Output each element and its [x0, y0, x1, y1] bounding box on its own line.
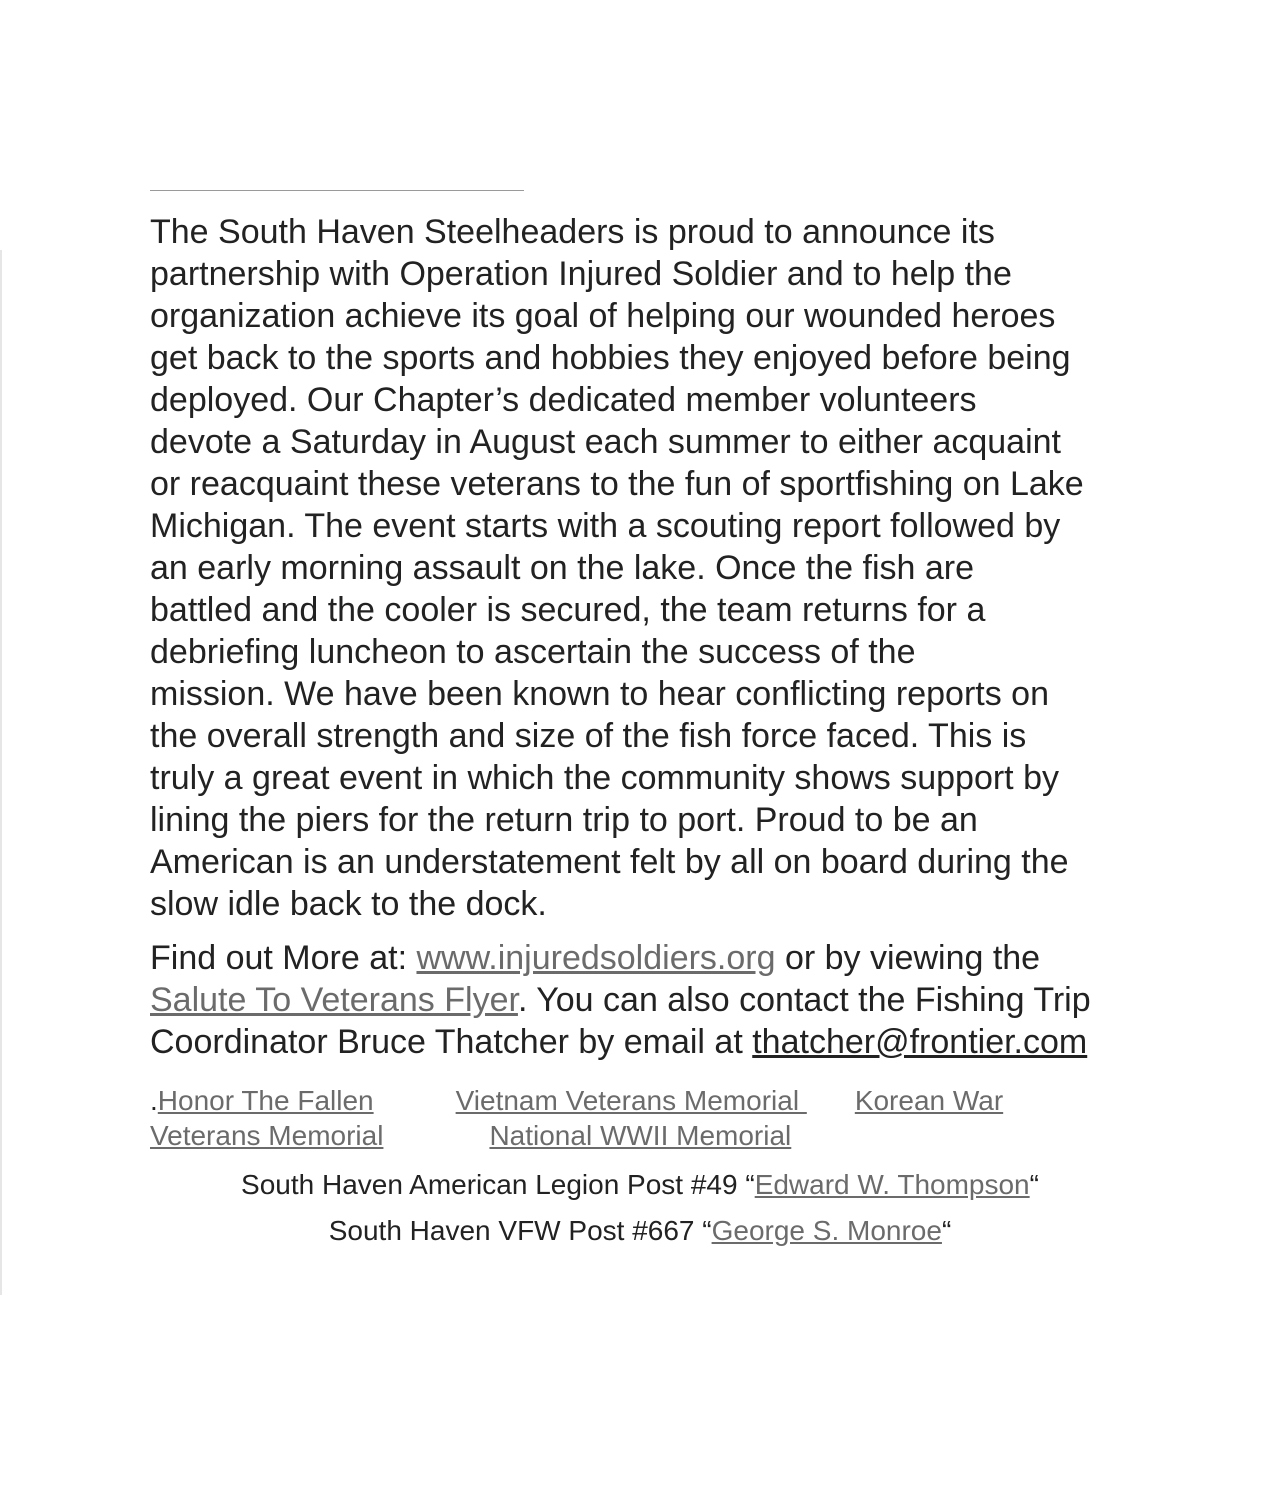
- injuredsoldiers-link[interactable]: www.injuredsoldiers.org: [416, 939, 776, 977]
- left-edge-line: [0, 250, 2, 1295]
- vfw-post-line: [150, 1213, 1130, 1248]
- vfw-suffix: “: [941, 1215, 952, 1246]
- legion-suffix: “: [1029, 1169, 1039, 1200]
- edward-thompson-link[interactable]: Edward W. Thompson: [754, 1169, 1030, 1200]
- memorial-links: [150, 1083, 1050, 1153]
- find-more-middle-2: . You can also contact the Fishing Trip Coordinator Bruce Thatcher by email at: [150, 981, 1091, 1061]
- vfw-prefix: South Haven VFW Post #667 “: [328, 1215, 712, 1246]
- email-link[interactable]: thatcher@frontier.com: [752, 1023, 1088, 1061]
- find-more-paragraph: [150, 937, 1140, 1063]
- wwii-memorial-link[interactable]: National WWII Memorial: [489, 1120, 792, 1151]
- george-monroe-link[interactable]: George S. Monroe: [711, 1215, 942, 1246]
- find-more-middle-1: or by viewing the: [775, 939, 1041, 977]
- honor-fallen-link[interactable]: Honor The Fallen: [157, 1085, 374, 1116]
- vietnam-memorial-link[interactable]: Vietnam Veterans Memorial: [455, 1085, 807, 1116]
- article-paragraph: The South Haven Steelheaders is proud to announce its partnership with Operation Injured Soldier and to help the organization achieve its goal of helping our wounded heroes get back to the sports and hobbies they enjoyed before being deployed. Our Chapter’s dedicated member volunteers devote a Saturday in August each summer to either acquaint or reacquaint these veterans to the fun of sportfishing on Lake Michigan. The event starts with a scouting report followed by an early morning assault on the lake. Once the fish are battled and the cooler is secured, the team returns for a debriefing luncheon to ascertain the success of the mission. We have been known to hear conflicting reports on the overall strength and size of the fish force faced. This is truly a great event in which the community shows support by lining the piers for the return trip to port. Proud to be an American is an understatement felt by all on board during the slow idle back to the dock.: [150, 213, 1084, 923]
- article-content: [150, 190, 1140, 1248]
- legion-prefix: South Haven American Legion Post #49 “: [241, 1169, 755, 1200]
- salute-flyer-link[interactable]: Salute To Veterans Flyer: [150, 981, 518, 1019]
- find-more-prefix: Find out More at:: [150, 939, 417, 977]
- memorial-lead: .: [150, 1085, 158, 1116]
- separator-rule: [150, 190, 524, 191]
- legion-post-line: [150, 1167, 1130, 1202]
- korean-memorial-link[interactable]: Korean War Veterans Memorial: [150, 1085, 1004, 1151]
